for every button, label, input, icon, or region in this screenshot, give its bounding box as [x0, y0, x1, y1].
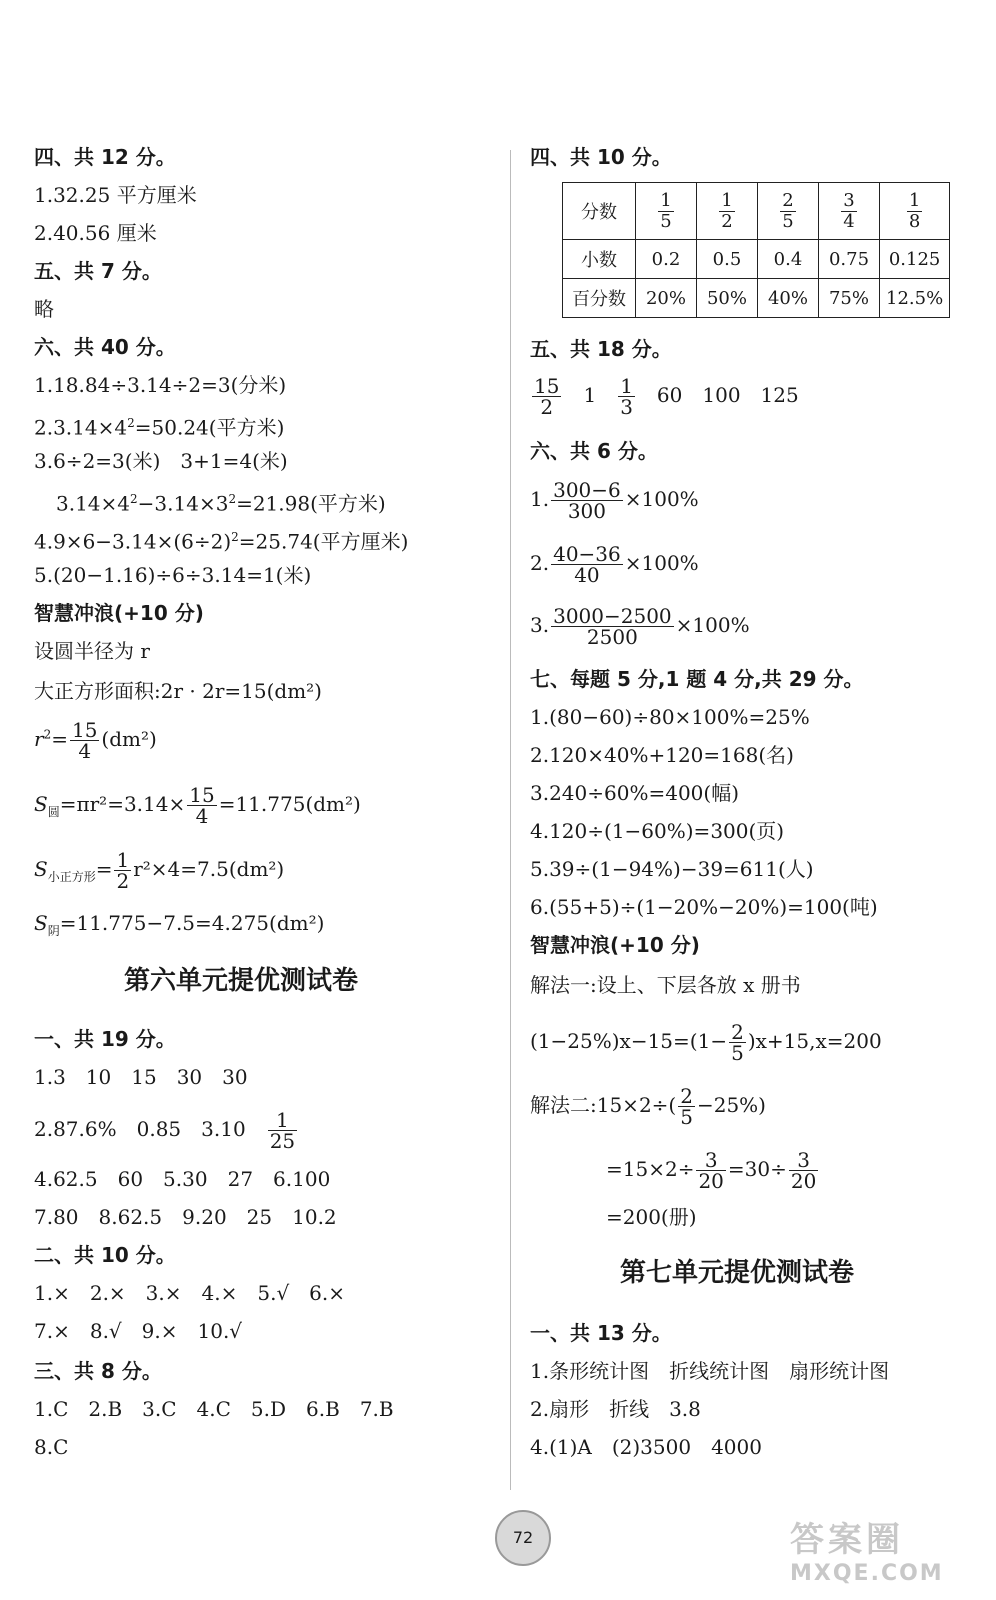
answer-line: 1.18.84÷3.14÷2=3(分米) [34, 373, 287, 397]
answer-line: 5.(20−1.16)÷6÷3.14=1(米) [34, 563, 312, 587]
table-cell: 20% [636, 279, 697, 318]
fraction: $\frac{1}{2}$ [116, 848, 130, 893]
table-cell: $\frac{1}{2}$ [697, 183, 758, 240]
table-cell: 0.2 [636, 240, 697, 279]
table-cell: 小数 [563, 240, 636, 279]
table-cell: 75% [819, 279, 880, 318]
section-heading: 六、共 6 分。 [530, 439, 658, 463]
answer-line: 4.62.5 60 5.30 27 6.100 [34, 1167, 331, 1191]
answer-line: 1.条形统计图 折线统计图 扇形统计图 [530, 1359, 890, 1383]
answer-line: 8.C [34, 1435, 69, 1459]
answer-line: $2.3.14\times 4^2=50.24$(平方米) [34, 415, 285, 440]
answer-line: $S_圆=\pi r^2=3.14\times$ $\frac{15}{4}$ =11.775(dm²) [34, 783, 361, 828]
page-number-badge: 72 [495, 1510, 551, 1566]
section-heading: 七、每题 5 分,1 题 4 分,共 29 分。 [530, 667, 864, 691]
fraction: $\frac{15}{2}$ [534, 374, 560, 419]
fraction: $\frac{3}{20}$ [698, 1148, 724, 1193]
fraction: $\frac{2}{5}$ [680, 1084, 693, 1129]
table-cell: 50% [697, 279, 758, 318]
answer-line: 2.40.56 厘米 [34, 221, 157, 245]
table-cell: $\frac{3}{4}$ [819, 183, 880, 240]
fraction-conversion-table [562, 182, 950, 318]
answer-line: 2.120×40%+120=168(名) [530, 743, 794, 767]
bonus-heading: 智慧冲浪(+10 分) [34, 601, 204, 625]
answer-line: 7.× 8.√ 9.× 10.√ [34, 1319, 243, 1343]
unit-title: 第七单元提优测试卷 [620, 1258, 855, 1288]
answer-line: 7.80 8.62.5 9.20 25 10.2 [34, 1205, 337, 1229]
answer-line: $\frac{15}{2}$ 1 $\frac{1}{3}$ 60 100 125 [534, 374, 799, 419]
answer-line: 解法一:设上、下层各放 x 册书 [530, 973, 801, 997]
answer-line: 6.(55+5)÷(1−20%−20%)=100(吨) [530, 895, 878, 919]
answer-line: 5.39÷(1−94%)−39=611(人) [530, 857, 814, 881]
answer-line: (1−25%)x−15=(1− $\frac{2}{5}$ )x+15,x=200 [530, 1020, 882, 1065]
answer-line: 3.6÷2=3(米) 3+1=4(米) [34, 449, 288, 473]
table-cell: 0.5 [697, 240, 758, 279]
answer-line: 3. $\frac{3000-2500}{2500}$ ×100% [530, 604, 750, 649]
section-heading: 一、共 19 分。 [34, 1027, 176, 1051]
answer-line: $3.14\times 4^2-3.14\times 3^2=21.98$(平方米) [56, 491, 386, 516]
section-heading: 一、共 13 分。 [530, 1321, 672, 1345]
answer-line: =200(册) [606, 1205, 697, 1229]
section-heading: 六、共 40 分。 [34, 335, 176, 359]
section-heading: 四、共 12 分。 [34, 145, 176, 169]
table-cell: 12.5% [880, 279, 950, 318]
unit-title: 第六单元提优测试卷 [124, 966, 359, 996]
section-heading: 二、共 10 分。 [34, 1243, 176, 1267]
watermark: 答案圈 MXQE.COM [790, 1520, 944, 1586]
fraction: $\frac{15}{4}$ [71, 718, 98, 763]
table-cell: $\frac{1}{5}$ [636, 183, 697, 240]
section-heading: 五、共 18 分。 [530, 337, 672, 361]
table-cell: $\frac{2}{5}$ [758, 183, 819, 240]
table-cell: 百分数 [563, 279, 636, 318]
fraction: $\frac{3000-2500}{2500}$ [553, 604, 672, 649]
answer-line: $r^2=$ $\frac{15}{4}$ (dm²) [34, 718, 157, 763]
answer-line: 4.120÷(1−60%)=300(页) [530, 819, 785, 843]
fraction: $\frac{300-6}{300}$ [553, 478, 621, 523]
answer-line: $S_阴=11.775-7.5=4.275(dm^2)$ [34, 911, 325, 938]
section-heading: 四、共 10 分。 [530, 145, 672, 169]
answer-line: 2. $\frac{40-36}{40}$ ×100% [530, 542, 699, 587]
answer-line: 4.(1)A (2)3500 4000 [530, 1435, 762, 1459]
table-row [563, 183, 950, 240]
fraction: $\frac{15}{4}$ [189, 783, 215, 828]
fraction: $\frac{3}{20}$ [790, 1148, 817, 1193]
answer-line: 设圆半径为 r [34, 639, 150, 663]
answer-line: 1.3 10 15 30 30 [34, 1065, 248, 1089]
answer-line: 1.× 2.× 3.× 4.× 5.√ 6.× [34, 1281, 346, 1305]
answer-line: 1.C 2.B 3.C 4.C 5.D 6.B 7.B [34, 1397, 394, 1421]
answer-line: 3.240÷60%=400(幅) [530, 781, 740, 805]
answer-line: $4.9\times 6-3.14\times(6\div 2)^2=25.74$(平方厘米) [34, 529, 409, 554]
section-heading: 三、共 8 分。 [34, 1359, 162, 1383]
fraction: $\frac{2}{5}$ [731, 1020, 744, 1065]
answer-line: =15×2÷ $\frac{3}{20}$ =30÷ $\frac{3}{20}$ [606, 1148, 817, 1193]
table-row [563, 240, 950, 279]
answer-line: $S_{小正方形}=$ $\frac{1}{2}$ r²×4=7.5(dm²) [34, 848, 285, 893]
answer-line: 解法二:15×2÷( $\frac{2}{5}$ −25%) [530, 1084, 766, 1129]
column-divider [510, 150, 511, 1490]
table-cell: 40% [758, 279, 819, 318]
answer-line: 2.扇形 折线 3.8 [530, 1397, 701, 1421]
section-heading: 五、共 7 分。 [34, 259, 162, 283]
table-row [563, 279, 950, 318]
answer-line: 2.87.6% 0.85 3.10 $\frac{1}{25}$ [34, 1108, 296, 1153]
fraction: $\frac{1}{25}$ [269, 1108, 296, 1153]
table-cell: 0.4 [758, 240, 819, 279]
answer-line: 1.(80−60)÷80×100%=25% [530, 705, 810, 729]
answer-line: 略 [34, 297, 54, 321]
table-cell: 0.75 [819, 240, 880, 279]
table-cell: $\frac{1}{8}$ [880, 183, 950, 240]
table-cell: 0.125 [880, 240, 950, 279]
bonus-heading: 智慧冲浪(+10 分) [530, 933, 700, 957]
fraction: $\frac{1}{3}$ [620, 374, 633, 419]
answer-line: 大正方形面积:2r · 2r=15(dm²) [34, 679, 322, 703]
fraction: $\frac{40-36}{40}$ [553, 542, 621, 587]
answer-line: 1.32.25 平方厘米 [34, 183, 197, 207]
answer-line: 1. $\frac{300-6}{300}$ ×100% [530, 478, 699, 523]
table-cell: 分数 [563, 183, 636, 240]
